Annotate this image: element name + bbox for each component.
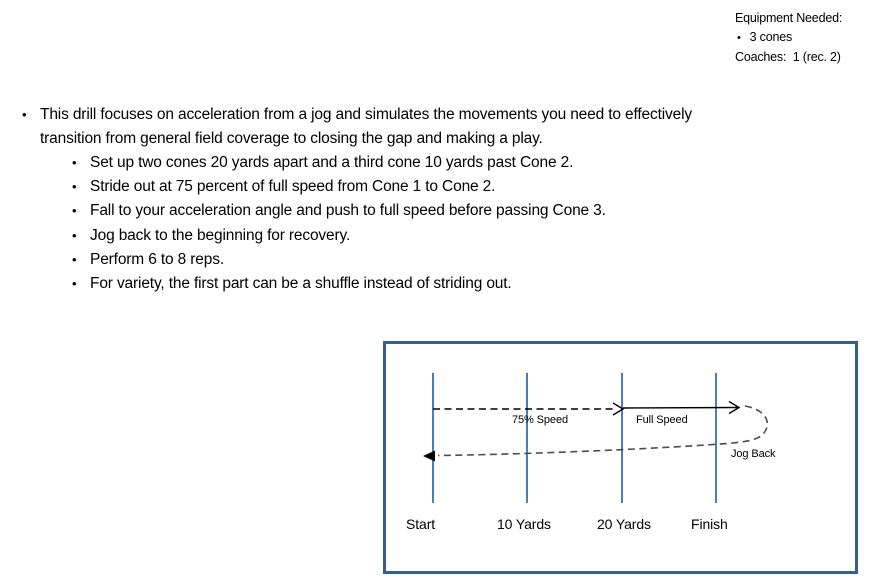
label-10-yards: 10 Yards	[497, 516, 551, 532]
drill-diagram-svg	[386, 344, 855, 571]
drill-step-text: Fall to your acceleration angle and push to full speed before passing Cone 3.	[90, 202, 606, 220]
drill-step	[72, 151, 782, 175]
bullet-marker	[72, 248, 90, 272]
label-full-speed: Full Speed	[636, 414, 688, 426]
jog-back-return-path	[438, 406, 767, 456]
drill-step	[72, 248, 782, 272]
full-speed-arrow-line	[623, 408, 738, 409]
drill-overview-text: This drill focuses on acceleration from a jog and simulates the movements you need to effectively transition from general field coverage to closing the gap and making a play.	[40, 106, 693, 147]
drill-step	[72, 175, 782, 199]
drill-diagram	[383, 341, 858, 574]
label-20-yards: 20 Yards	[597, 516, 651, 532]
drill-diagram-canvas	[386, 344, 855, 571]
coaches-line: Coaches: 1 (rec. 2)	[735, 50, 841, 64]
drill-step-text: Perform 6 to 8 reps.	[90, 250, 224, 268]
equipment-block	[735, 9, 842, 67]
label-75-speed: 75% Speed	[512, 414, 568, 426]
bullet-marker	[72, 175, 90, 199]
drill-step-text: For variety, the first part can be a shuffle instead of striding out.	[90, 275, 512, 293]
bullet-marker	[72, 151, 90, 175]
equipment-title: Equipment Needed:	[735, 11, 843, 25]
label-start: Start	[406, 516, 436, 532]
equipment-item: • 3 cones	[735, 28, 842, 48]
drill-step	[72, 272, 782, 296]
bullet-marker	[22, 103, 40, 151]
drill-step-text: Set up two cones 20 yards apart and a third cone 10 yards past Cone 2.	[90, 154, 574, 171]
label-jog-back: Jog Back	[731, 448, 776, 460]
jog-back-arrowhead-icon	[423, 451, 435, 462]
drill-step	[72, 199, 782, 223]
drill-overview-bullet	[22, 103, 782, 151]
drill-step-text: Jog back to the beginning for recovery.	[90, 226, 351, 244]
label-finish: Finish	[691, 516, 728, 532]
drill-step	[72, 224, 782, 248]
drill-step-text: Stride out at 75 percent of full speed from Cone 1 to Cone 2.	[90, 178, 496, 196]
bullet-marker	[72, 199, 90, 223]
drill-steps-list	[72, 151, 782, 296]
bullet-marker	[72, 272, 90, 296]
bullet-marker	[72, 224, 90, 248]
drill-description	[22, 103, 782, 296]
